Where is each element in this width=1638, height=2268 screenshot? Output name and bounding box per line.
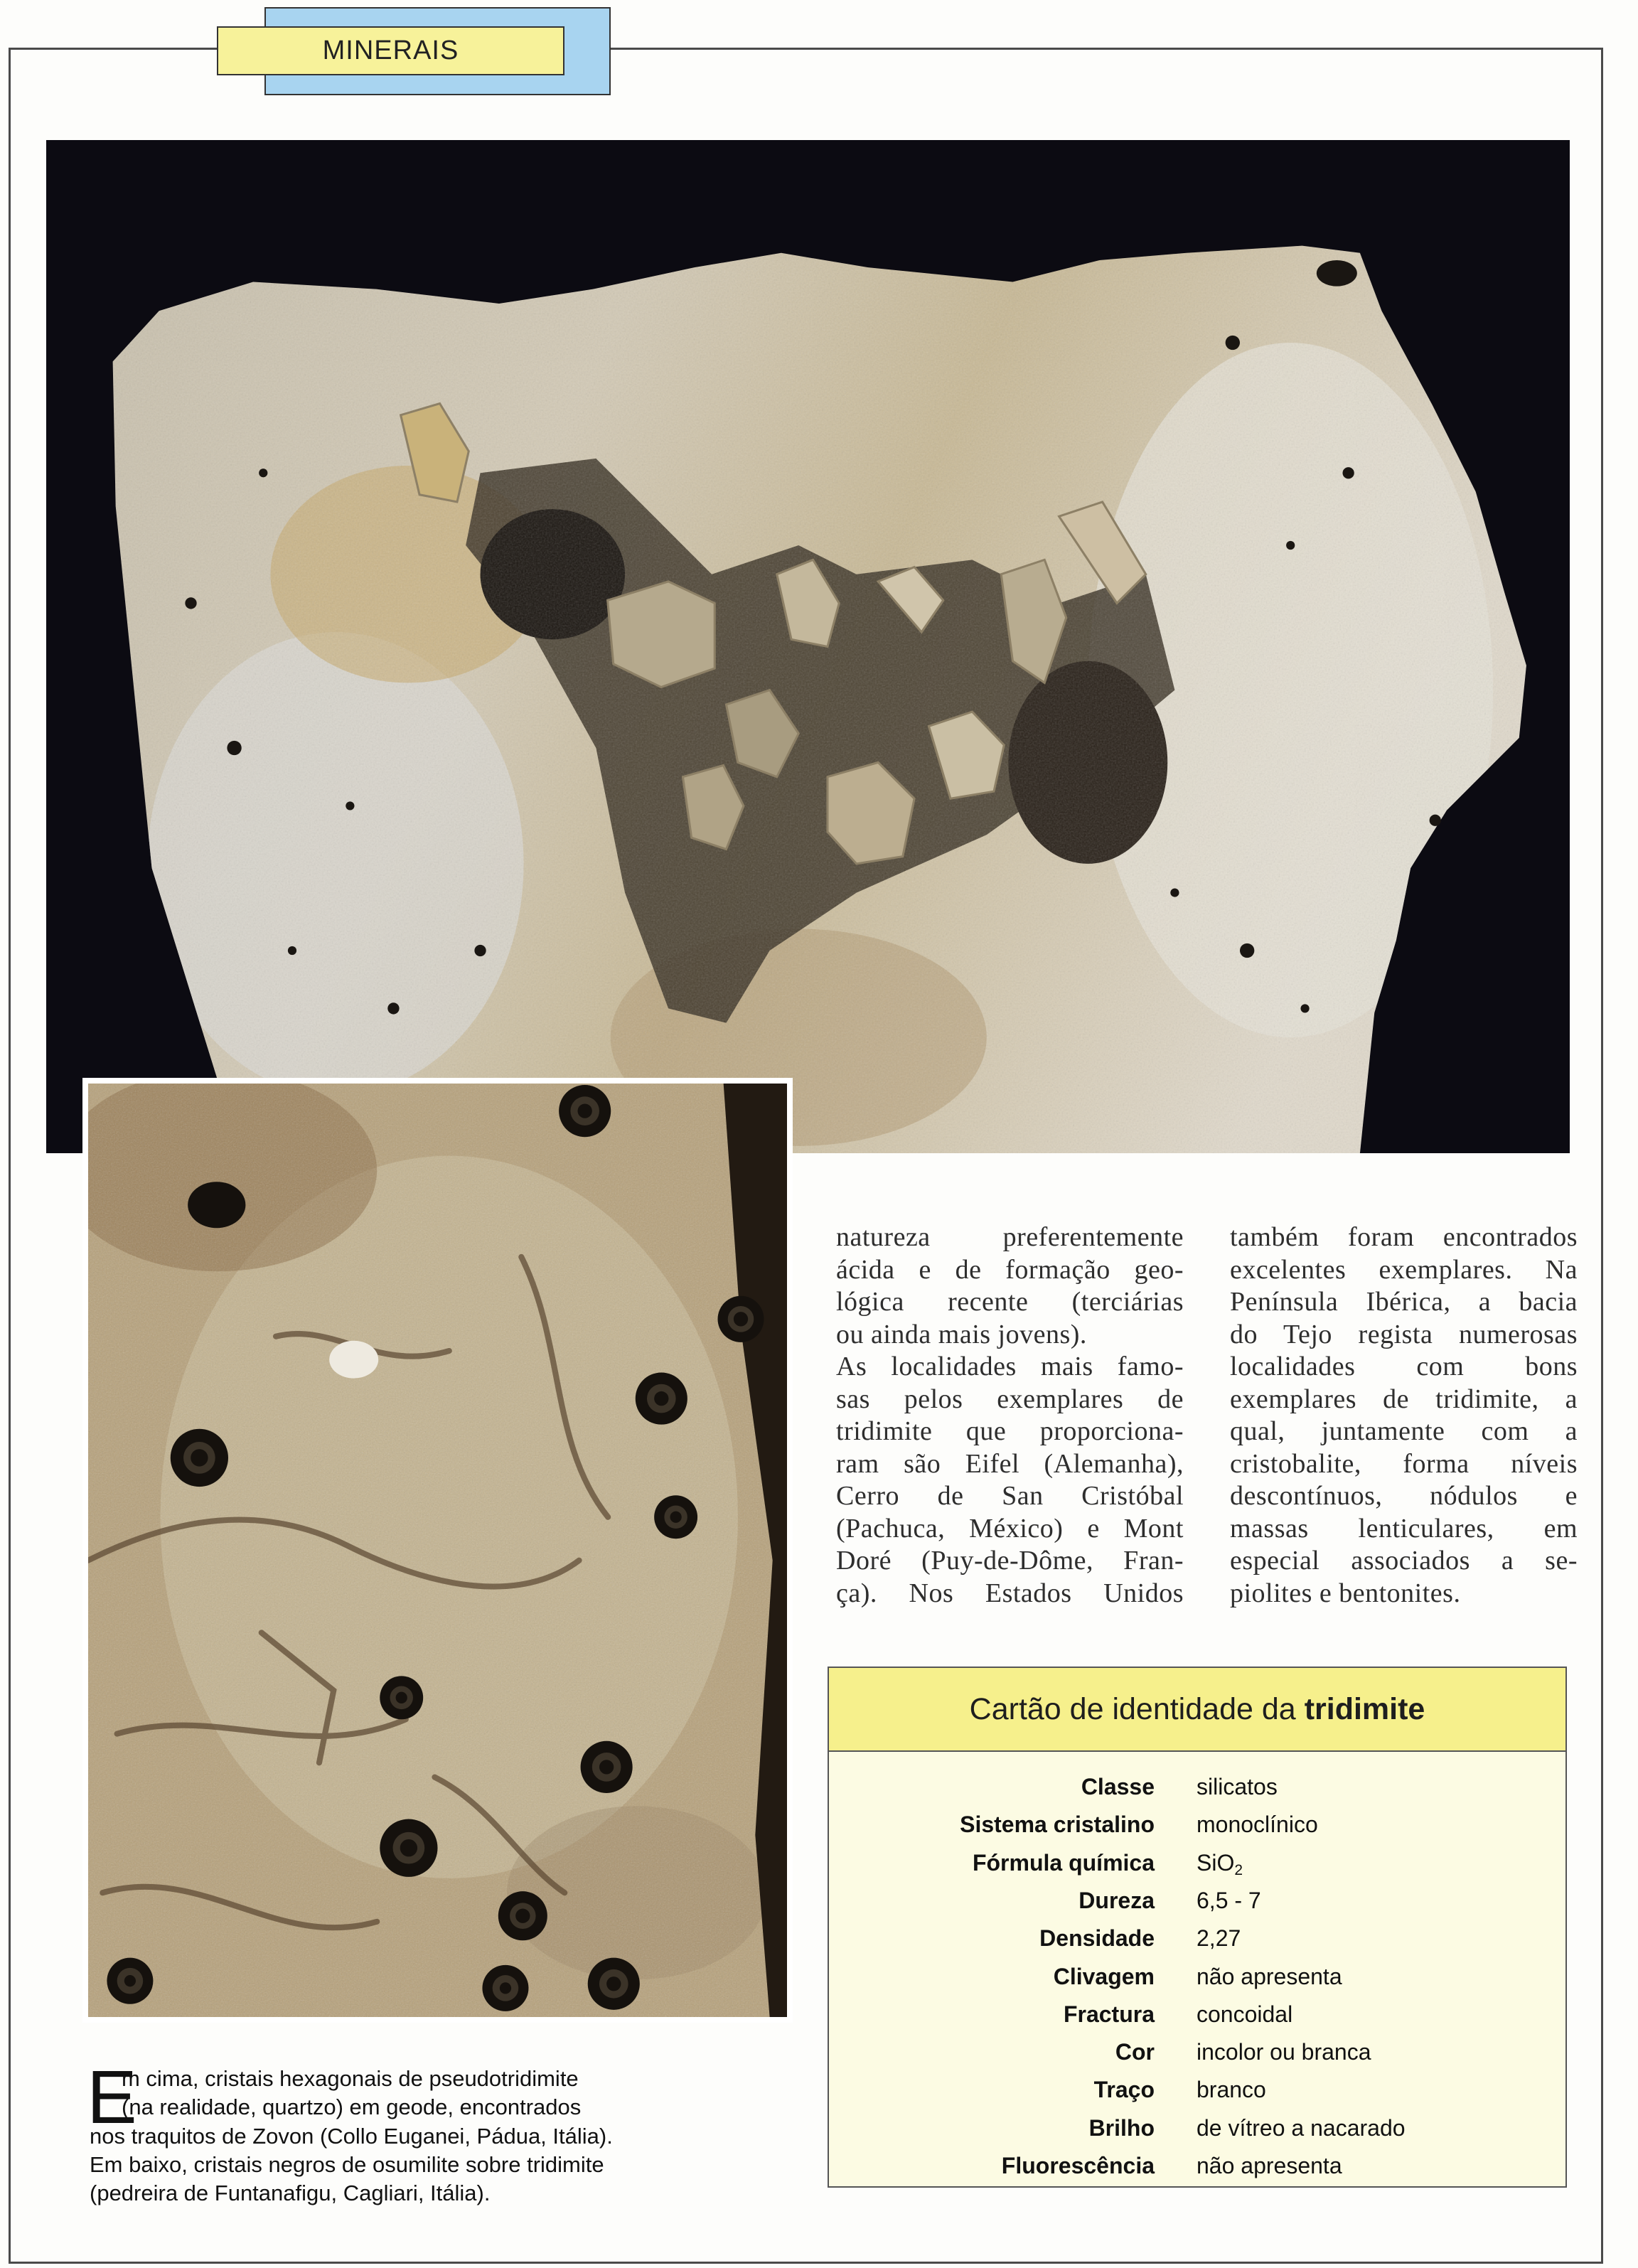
identity-value: 2,27 bbox=[1197, 1925, 1241, 1952]
identity-card-title-mineral: tridimite bbox=[1304, 1691, 1425, 1726]
identity-value: monoclínico bbox=[1197, 1812, 1318, 1838]
text-line: As localidades mais famo- bbox=[836, 1352, 1184, 1381]
identity-label: Traço bbox=[1093, 2077, 1155, 2103]
photo-caption bbox=[87, 2055, 769, 2208]
identity-label: Clivagem bbox=[1053, 1963, 1155, 1989]
text-line: Doré (Puy-de-Dôme, Fran- bbox=[836, 1546, 1184, 1576]
text-line: cristobalite, forma níveis bbox=[1230, 1448, 1578, 1479]
text-line: piolites e bentonites. bbox=[1230, 1578, 1461, 1608]
identity-label: Brilho bbox=[1088, 2114, 1155, 2141]
caption-line: nos traquitos de Zovon (Collo Euganei, Pádua, Itália). bbox=[90, 2123, 613, 2149]
caption-line: (pedreira de Funtanafigu, Cagliari, Itália). bbox=[90, 2181, 491, 2206]
identity-label: Sistema cristalino bbox=[960, 1812, 1155, 1838]
text-line: (Pachuca, México) e Mont bbox=[836, 1513, 1184, 1544]
text-line: descontínuos, nódulos e bbox=[1230, 1481, 1578, 1511]
identity-row-sistema bbox=[829, 1806, 1565, 1844]
text-line: sas pelos exemplares de bbox=[836, 1384, 1184, 1414]
identity-value: de vítreo a nacarado bbox=[1197, 2114, 1406, 2141]
identity-value: concoidal bbox=[1197, 2001, 1293, 2027]
identity-label: Dureza bbox=[1078, 1887, 1155, 1913]
identity-row-densidade bbox=[829, 1920, 1565, 1957]
text-column-1 bbox=[836, 1221, 1184, 1610]
text-line: natureza preferentemente bbox=[836, 1222, 1184, 1252]
text-line: também foram encontrados bbox=[1230, 1222, 1578, 1252]
section-tab-label: MINERAIS bbox=[322, 36, 459, 65]
caption-line: Em baixo, cristais negros de osumilite sobre tridimite bbox=[90, 2151, 604, 2177]
identity-value: 6,5 - 7 bbox=[1197, 1887, 1261, 1913]
identity-card-title-prefix: Cartão de identidade da bbox=[969, 1691, 1296, 1726]
section-tab bbox=[217, 26, 564, 75]
text-line: excelentes exemplares. Na bbox=[1230, 1254, 1578, 1285]
geode-photo bbox=[46, 140, 1570, 1153]
text-column-2 bbox=[1230, 1221, 1578, 1610]
text-line: ram são Eifel (Alemanha), bbox=[836, 1448, 1184, 1479]
formula-subscript: 2 bbox=[1234, 1861, 1243, 1878]
text-line: ça). Nos Estados Unidos bbox=[836, 1578, 1184, 1608]
geode-photo-image bbox=[46, 140, 1570, 1153]
text-line: lógica recente (terciárias bbox=[836, 1287, 1184, 1317]
identity-label: Cor bbox=[1115, 2039, 1155, 2065]
caption-drop-cap: E bbox=[87, 2055, 137, 2139]
identity-label: Fractura bbox=[1063, 2001, 1155, 2027]
text-line: ou ainda mais jovens). bbox=[836, 1319, 1087, 1349]
identity-row-clivagem bbox=[829, 1958, 1565, 1996]
text-line: massas lenticulares, em bbox=[1230, 1513, 1578, 1544]
identity-card-title bbox=[829, 1668, 1565, 1752]
text-line: ácida e de formação geo- bbox=[836, 1254, 1184, 1285]
text-line: do Tejo regista numerosas bbox=[1230, 1319, 1578, 1349]
identity-row-fractura bbox=[829, 1996, 1565, 2033]
identity-label: Densidade bbox=[1039, 1925, 1155, 1952]
text-line: qual, juntamente com a bbox=[1230, 1416, 1578, 1446]
identity-row-fluorescencia bbox=[829, 2147, 1565, 2185]
identity-label: Fluorescência bbox=[1001, 2153, 1155, 2178]
identity-card bbox=[828, 1667, 1567, 2188]
identity-row-brilho bbox=[829, 2109, 1565, 2147]
identity-row-dureza bbox=[829, 1882, 1565, 1920]
identity-value: silicatos bbox=[1197, 1774, 1278, 1799]
text-line: especial associados a se- bbox=[1230, 1546, 1578, 1576]
text-line: tridimite que proporciona- bbox=[836, 1416, 1184, 1446]
identity-value: não apresenta bbox=[1197, 1963, 1342, 1989]
identity-label: Classe bbox=[1081, 1774, 1155, 1799]
osumilite-photo-image bbox=[88, 1084, 787, 2017]
identity-row-formula bbox=[829, 1844, 1565, 1882]
text-line: localidades com bons bbox=[1230, 1352, 1578, 1381]
text-line: Península Ibérica, a bacia bbox=[1230, 1287, 1578, 1317]
identity-row-traco bbox=[829, 2071, 1565, 2109]
identity-label: Fórmula química bbox=[972, 1849, 1155, 1876]
identity-value: branco bbox=[1197, 2077, 1266, 2103]
formula-base: SiO bbox=[1197, 1849, 1235, 1876]
identity-value-formula bbox=[1197, 1844, 1243, 1882]
identity-row-cor bbox=[829, 2033, 1565, 2071]
identity-value: incolor ou branca bbox=[1197, 2039, 1371, 2065]
identity-row-classe bbox=[829, 1768, 1565, 1806]
identity-value: não apresenta bbox=[1197, 2153, 1342, 2178]
caption-line: m cima, cristais hexagonais de pseudotridimite bbox=[122, 2066, 579, 2091]
text-line: Cerro de San Cristóbal bbox=[836, 1481, 1184, 1511]
text-line: exemplares de tridimite, a bbox=[1230, 1384, 1578, 1414]
osumilite-photo bbox=[82, 1078, 793, 2023]
caption-line: (na realidade, quartzo) em geode, encontrados bbox=[122, 2095, 582, 2120]
